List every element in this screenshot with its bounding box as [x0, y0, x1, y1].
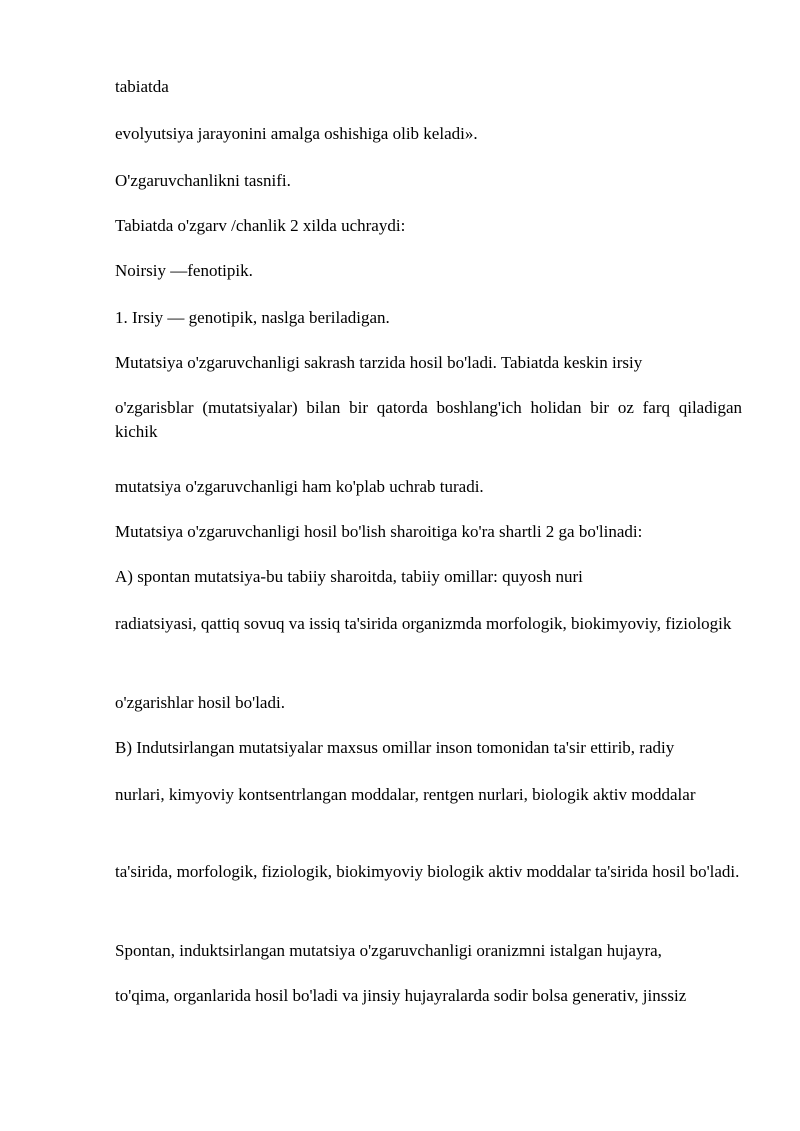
paragraph: Noirsiy —fenotipik. — [115, 261, 253, 280]
paragraph: nurlari, kimyoviy kontsentrlangan moddalar, rentgen nurlari, biologik aktiv moddalar — [115, 785, 696, 804]
paragraph: A) spontan mutatsiya-bu tabiiy sharoitda, tabiiy omillar: quyosh nuri — [115, 567, 583, 586]
paragraph: ta'sirida, morfologik, fiziologik, biokimyoviy biologik aktiv moddalar ta'sirida hosil bo'ladi. — [115, 862, 740, 881]
paragraph: o'zgarishlar hosil bo'ladi. — [115, 693, 285, 712]
paragraph: Spontan, induktsirlangan mutatsiya o'zgaruvchanligi oranizmni istalgan hujayra, — [115, 941, 662, 960]
paragraph: mutatsiya o'zgaruvchanligi ham ko'plab uchrab turadi. — [115, 477, 484, 496]
paragraph: to'qima, organlarida hosil bo'ladi va jinsiy hujayralarda sodir bolsa generativ, jinssiz — [115, 986, 687, 1005]
paragraph: tabiatda — [115, 77, 169, 96]
paragraph: 1. Irsiy — genotipik, naslga beriladigan. — [115, 308, 390, 327]
paragraph: evolyutsiya jarayonini amalga oshishiga olib keladi». — [115, 124, 478, 143]
paragraph: Mutatsiya o'zgaruvchanligi hosil bo'lish sharoitiga ko'ra shartli 2 ga bo'linadi: — [115, 522, 643, 541]
paragraph: Mutatsiya o'zgaruvchanligi sakrash tarzida hosil bo'ladi. Tabiatda keskin irsiy — [115, 353, 643, 372]
paragraph: Tabiatda o'zgarv /chanlik 2 xilda uchraydi: — [115, 216, 406, 235]
paragraph: radiatsiyasi, qattiq sovuq va issiq ta'sirida organizmda morfologik, biokimyoviy, fiziologik — [115, 614, 732, 633]
paragraph: O'zgaruvchanlikni tasnifi. — [115, 171, 291, 190]
paragraph: o'zgarisblar (mutatsiyalar) bilan bir qatorda boshlang'ich holidan bir oz farq qiladigan kichik — [115, 398, 742, 441]
paragraph: B) Indutsirlangan mutatsiyalar maxsus omillar inson tomonidan ta'sir ettirib, radiy — [115, 738, 675, 757]
